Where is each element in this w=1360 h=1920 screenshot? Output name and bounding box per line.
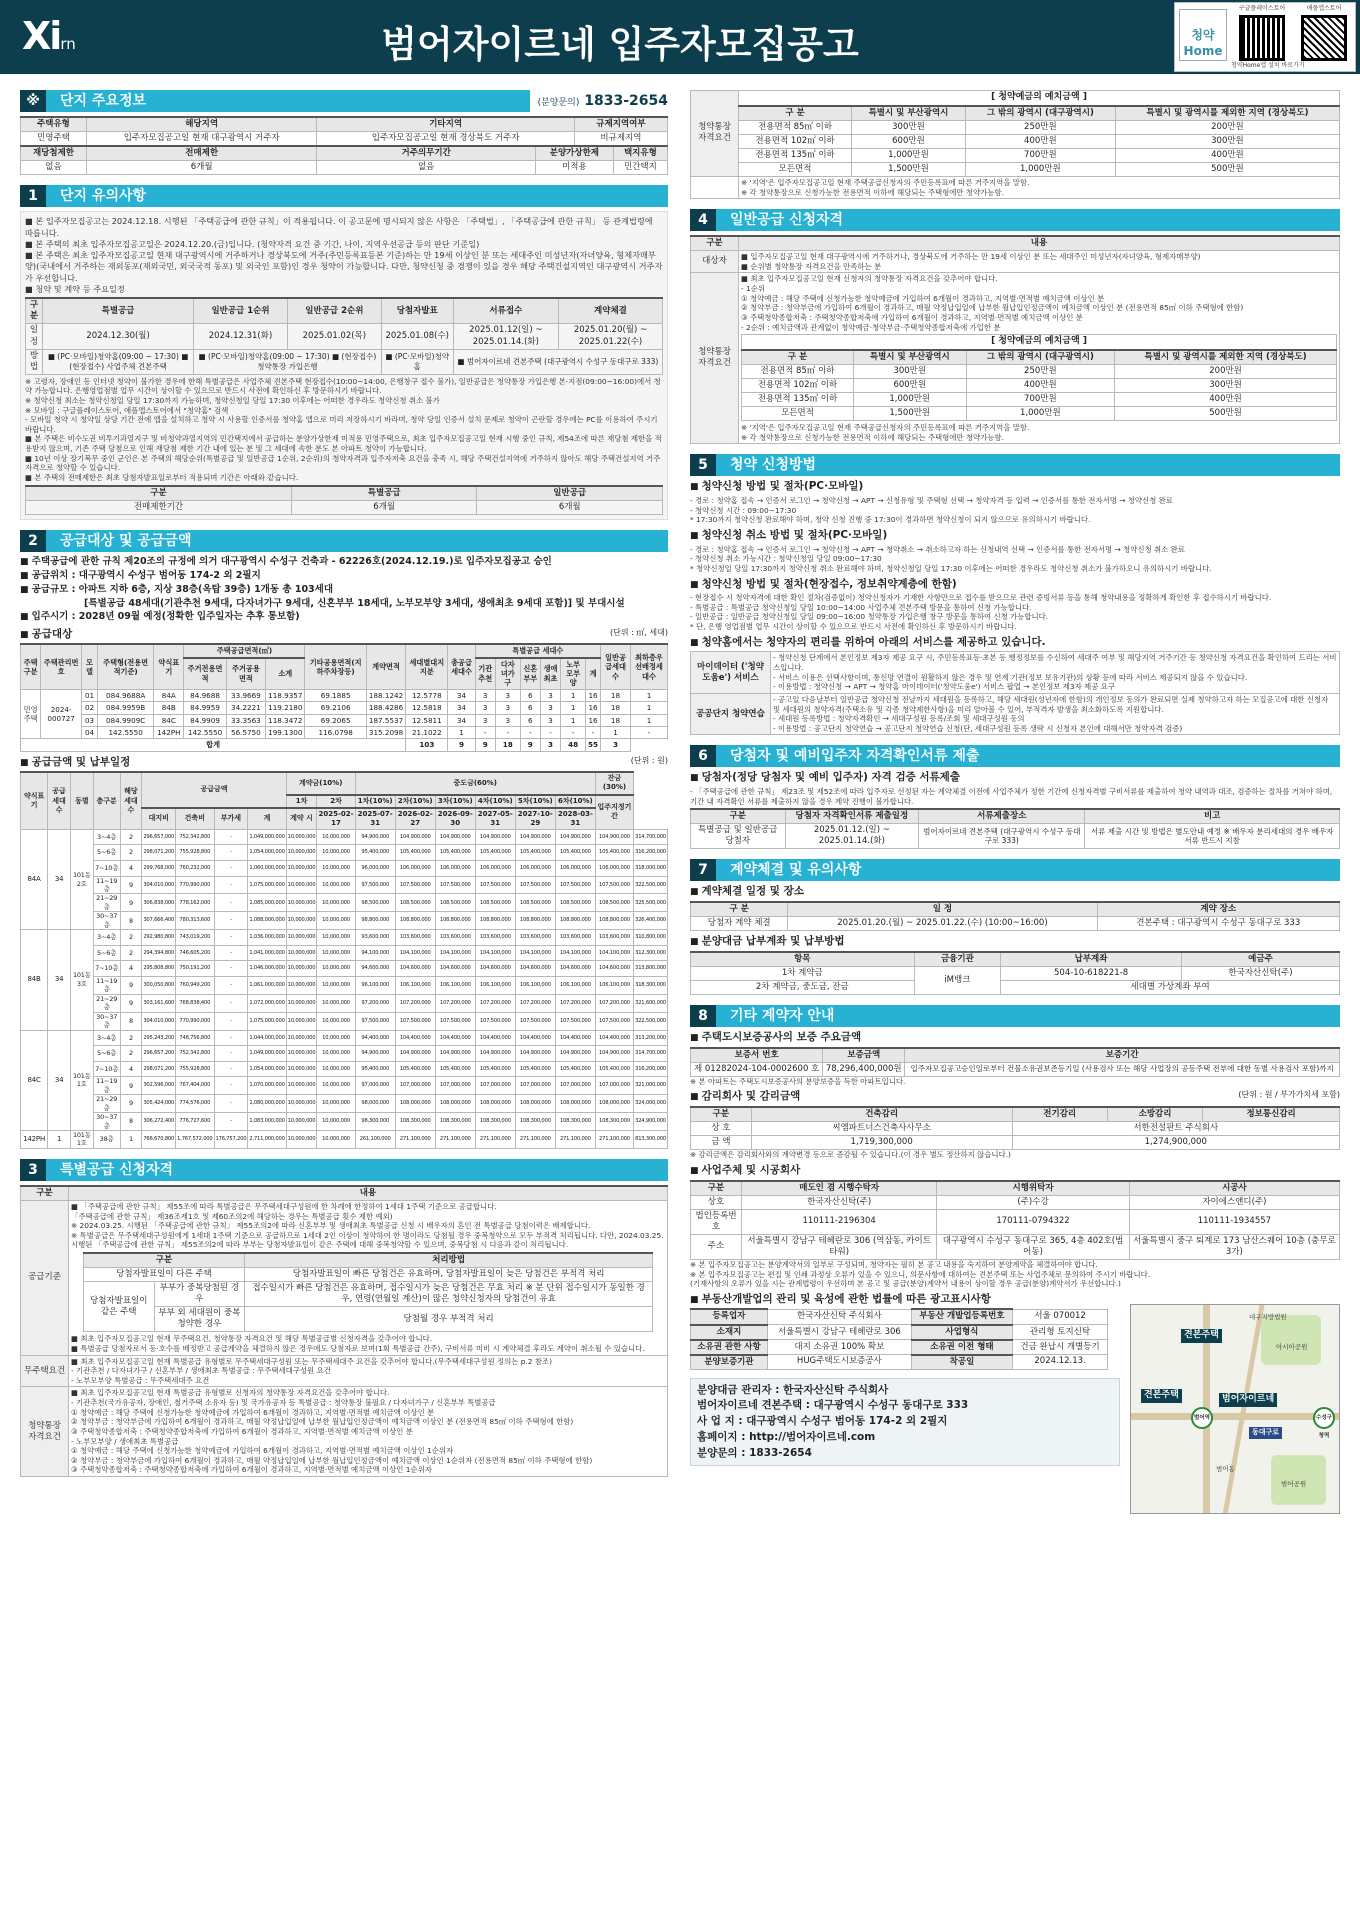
section-title: 단지 주요정보 — [60, 93, 147, 109]
section-key-info — [20, 90, 668, 175]
payment-table: 약식표기 공급세대수 동별 층구분 해당세대수 공급금액 계약금(10%) 중도금(60%) 잔금(30%) 1차 2차 1차(10%) 2차(10%) 3차(10%) 4차(10%) 5차(10%) 6차(10%) 입주지정기간 대지비 건축비 부가세 계 계약 시 2025-02-17 2025-07-31 2026-02-27 2026-09-30 2027-05-31 2027-10-29 2028-03-31 84A 34 101동 2호 3~4층 2 296,657,000 752,342,800 - 1,049,000,000 10,000,000 10,000,000 94,900,000 104,900,000 104,900,000 104,900,000 104,900,000 104,900,000 104,900,000 314,700,000 5~6층 2 298,071,200 755,928,800 - 1,054,000,000 10,000,000 10,000,000 95,400,000 105,400,000 105,400,000 105,400,000 105,400,000 105,400,000 105,400,000 316,200,000 7~10층 4 299,768,000 760,232,000 - 1,060,000,000 10,000,000 10,000,000 96,000,000 106,000,000 106,000,000 106,000,000 106,000,000 106,000,000 106,000,000 318,000,000 11~19층 9 304,010,000 770,990,000 - 1,075,000,000 10,000,000 10,000,000 97,500,000 107,500,000 107,500,000 107,500,000 107,500,000 107,500,000 107,500,000 322,500,000 21~29층 9 306,838,000 778,162,000 - 1,085,000,000 10,000,000 10,000,000 98,500,000 108,500,000 108,500,000 108,500,000 108,500,000 108,500,000 108,500,000 325,500,000 30~37층 8 307,666,400 780,313,600 - 1,088,000,000 10,000,000 10,000,000 98,800,000 108,800,000 108,800,000 108,800,000 108,800,000 108,800,000 108,800,000 326,400,000 84B 34 101동 3호 3~4층 2 292,980,800 743,019,200 - 1,036,000,000 10,000,000 10,000,000 93,600,000 103,600,000 103,600,000 103,600,000 103,600,000 103,600,000 103,600,000 310,800,000 5~6층 2 294,394,800 746,605,200 - 1,041,000,000 10,000,000 10,000,000 94,100,000 104,100,000 104,100,000 104,100,000 104,100,000 104,100,000 104,100,000 312,300,000 7~10층 4 295,808,800 750,191,200 - 1,046,000,000 10,000,000 10,000,000 94,600,000 104,600,000 104,600,000 104,600,000 104,600,000 104,600,000 104,600,000 313,800,000 11~19층 9 300,050,800 760,949,200 - 1,061,000,000 10,000,000 10,000,000 96,100,000 106,100,000 106,100,000 106,100,000 106,100,000 106,100,000 106,100,000 318,300,000 21~29층 9 303,161,600 768,838,400 - 1,072,000,000 10,000,000 10,000,000 97,200,000 107,200,000 107,200,000 107,200,000 107,200,000 107,200,000 107,200,000 321,600,000 30~37층 8 304,010,000 770,990,000 - 1,075,000,000 10,000,000 10,000,000 97,500,000 107,500,000 107,500,000 107,500,000 107,500,000 107,500,000 107,500,000 322,500,000 84C 34 101동 1호 3~4층 2 295,243,200 748,756,800 - 1,044,000,000 10,000,000 10,000,000 94,400,000 104,400,000 104,400,000 104,400,000 104,400,000 104,400,000 104,400,000 313,200,000 5~6층 2 296,657,200 752,342,800 - 1,049,000,000 10,000,000 10,000,000 94,900,000 104,900,000 104,900,000 104,900,000 104,900,000 104,900,000 104,900,000 314,700,000 7~10층 4 298,071,200 755,928,800 - 1,054,000,000 10,000,000 10,000,000 95,400,000 105,400,000 105,400,000 105,400,000 105,400,000 105,400,000 105,400,000 316,200,000 11~19층 9 302,596,000 767,404,000 - 1,070,000,000 10,000,000 10,000,000 97,000,000 107,000,000 107,000,000 107,000,000 107,000,000 107,000,000 107,000,000 321,000,000 21~29층 9 305,424,000 774,576,000 - 1,080,000,000 10,000,000 10,000,000 98,000,000 108,000,000 108,000,000 108,000,000 108,000,000 108,000,000 108,000,000 324,000,000 30~37층 8 306,272,400 776,727,600 - 1,083,000,000 10,000,000 10,000,000 98,300,000 108,300,000 108,300,000 108,300,000 108,300,000 108,300,000 108,300,000 324,900,000 142PH 1 101동 1호 38층 1 766,670,800 1,767,572,000 176,757,200 2,711,000,000 10,000,000 10,000,000 261,100,000 271,100,000 271,100,000 271,100,000 271,100,000 271,100,000 271,100,000 813,300,000 — [20, 771, 668, 1149]
company-table: 구분 매도인 겸 시행수탁자 시행위탁자 시공사 상호 한국자산신탁(주) (주)수강 자이에스앤디(주) 법인등록번호 110111-2196304 170111-0794322 110111-1934557 주소 서울특별시 강남구 테헤란로 306 (역삼동, 카이트타워) 대구광역시 수성구 동대구로 365, 4층 402호(범어동) 서울특별시 중구 퇴계로 173 남산스퀘어 10층 (충무로3가) — [690, 1180, 1340, 1260]
table-row: 02 084.9959B 84B 84.9959 34.2221 119.2180 69.2106 188.4286 12.5818 34 3 3 6 3 1 16 18 1 — [21, 702, 668, 714]
table-row: 7~10층 4 298,071,200 755,928,800 - 1,054,000,000 10,000,000 10,000,000 95,400,000 105,400,000 105,400,000 105,400,000 105,400,000 105,400,000 105,400,000 316,200,000 — [21, 1061, 668, 1077]
notice-text: - 모바일 청약 시 청약일 상당 기간 전에 앱을 설치하고 청약 시 사용할 인증서를 청약홈 앱으로 미리 저장하시기 바라며, 청약 당일 인증서 설치 문제로 청약이 곤란할 경우에는 PC를 이용하여 주시기 바랍니다. — [25, 415, 658, 434]
table-row: 21~29층 9 305,424,000 774,576,000 - 1,080,000,000 10,000,000 10,000,000 98,000,000 108,000,000 108,000,000 108,000,000 108,000,000 108,000,000 108,000,000 324,000,000 — [21, 1095, 668, 1113]
section-title: 당첨자 및 예비입주자 자격확인서류 제출 — [730, 748, 980, 765]
map-model-house-label: 견본주택 — [1141, 1389, 1182, 1403]
info-line: ■ 공급규모 : 아파트 지하 6층, 지상 38층(옥탑 39층) 1개동 총 103세대 — [20, 584, 668, 597]
contact-line: 범어자이르네 견본주택 : 대구광역시 수성구 동대구로 333 — [697, 1399, 969, 1412]
section-title: 단지 유의사항 — [60, 188, 147, 205]
qr-code-icon[interactable] — [1239, 15, 1285, 61]
deposit-table-special: 청약통장 자격요건 [ 청약예금의 예치금액 ] 구 분 특별시 및 부산광역시 그 밖의 광역시 (대구광역시) 특별시 및 광역시를 제외한 지역 (경상북도) 전용면적 85㎡ 이하 300만원 250만원 200만원 전용면적 102㎡ 이하 600만원 400만원 300만원 전용면적 135㎡ 이하 1,000만원 700만원 400만원 모든면적 1,500만원 1,000만원 500만원 ※ '지역'은 입주자모집공고일 현재 주택공급신청자의 주민등록표에 따른 거주지역을 말함. ※ 각 청약통장으로 신청가능한 전용면적 이하에 해당되는 주택형에만 청약가능함. — [690, 90, 1340, 199]
homepage-link[interactable]: 홈페이지 : http://범어자이르네.com — [697, 1430, 876, 1443]
table-row: 11~19층 9 304,010,000 770,990,000 - 1,075,000,000 10,000,000 10,000,000 97,500,000 107,500,000 107,500,000 107,500,000 107,500,000 107,500,000 107,500,000 322,500,000 — [21, 876, 668, 894]
service-table: 마이데이터 ('청약도움e') 서비스 - 청약신청 단계에서 본인정보 제3자 제공 요구 시, 주민등록표등·초본 등 행정정보를 수신하여 세대주 여부 및 해당지역 거주기간 등 청약신청 자격요건을 확인하여 드리는 서비스입니다. - 서비스 이용은 선택사항이며, 통신망 연결이 원활하지 않은 경우 및 연계 기관(정보 보유기관)의 상황 등에 따라 서비스 제공되지 않을 수 있습니다. - 이용방법 : 청약신청 → APT → 청약홈 마이데이터('청약도움e') 서비스 팝업 → 본인정보 제3자 제공 요구 공공단지 청약연습 - 공고일 다음날부터 일반공급 청약신청 전날까지 세대원을 등록하고, 해당 세대원(성년자에 한함)의 개인정보 동의가 완료되면 실제 청약하고자 하는 모집공고에 대한 신청자 및 세대원의 청약자격(주택소유 및 각종 청약제한사항)을 미리 알아볼 수 있어, 부적격자 발생을 최소화하도록 지원합니다. - 세대원 등록방법 : 청약자격확인 → 세대구성원 등록/조회 및 세대구성원 동의 - 이용방법 : 공고단지 청약연습 → 공고단지 청약연습 신청(단, 세대구성원 등록 생략 시 신청자 본인에 대해서만 청약자격 검증) — [690, 651, 1340, 735]
qr-note: 청약Home앱 설치 바로가기 — [1231, 62, 1305, 70]
section-document-submission: 6 당첨자 및 예비입주자 자격확인서류 제출 ■ 당첨자(정당 당첨자 및 예비 입주자) 자격 검증 서류제출 - 「주택공급에 관한 규칙」 제23조 및 제52조에 따라 입주자로 선정된 자는 계약체결 이전에 사업주체가 정한 기간에 신청자격별 구비서류를 제출하여 청약 내역과 대조, 검증하는 절차를 거쳐야 하며, 기간 내 자격확인 서류를 제출하지 않을 경우 계약 진행이 불가합니다. 구분 당첨자 자격확인서류 제출일정 서류제출장소 비고 특별공급 및 일반공급 당첨자 2025.01.12.(일) ~ 2025.01.14.(화) 범어자이르네 견본주택 (대구광역시 수성구 동대구로 333) 서류 제출 시간 및 방법은 별도안내 예정 ※ 배우자 분리세대의 경우 배우자 서류 반드시 지참 — [690, 745, 1340, 849]
table-row: 7~10층 4 295,808,800 750,191,200 - 1,046,000,000 10,000,000 10,000,000 94,600,000 104,600,000 104,600,000 104,600,000 104,600,000 104,600,000 104,600,000 313,800,000 — [21, 961, 668, 977]
table-row: 5~6층 2 296,657,200 752,342,800 - 1,049,000,000 10,000,000 10,000,000 94,900,000 104,900,000 104,900,000 104,900,000 104,900,000 104,900,000 104,900,000 314,700,000 — [21, 1046, 668, 1062]
notice-text: ■ 10년 이상 장기복무 중인 군인은 본 주택의 해당순위(특별공급 및 일반공급 1순위, 2순위)의 청약자격과 입주자저축 요건을 충족 시, 해당 주택건설지역에 거주하지 않아도 해당 주택건설지역 거주자격으로 청약할 수 있습니다. — [25, 453, 661, 473]
notice-text: ■ 본 주택의 최초 입주자모집공고일은 2024.12.20.(금)입니다. (청약자격 요건 중 기간, 나이, 지역우선공급 등의 판단 기준일) — [25, 238, 480, 249]
map-site-label: 범어자이르네 — [1219, 1393, 1277, 1407]
section-title: 일반공급 신청자격 — [730, 212, 844, 229]
table-row: 142PH 1 101동 1호 38층 1 766,670,800 1,767,572,000 176,757,200 2,711,000,000 10,000,000 10,000,000 261,100,000 271,100,000 271,100,000 271,100,000 271,100,000 271,100,000 271,100,000 813,300,000 — [21, 1131, 668, 1149]
general-supply-table: 구분 내용 대상자 ■ 입주자모집공고일 현재 대구광역시에 거주하거나, 경상북도에 거주하는 만 19세 이상인 분 또는 세대주인 미성년자(자녀양육, 형제자매부양) ■ 순위별 청약통장 자격요건을 만족하는 분 청약통장 자격요건 ■ 최초 입주자모집공고일 현재 신청자의 청약통장 자격요건을 갖추어야 합니다. - 1순위 ① 청약예금 : 해당 주택에 신청가능한 청약예금에 가입하여 6개월이 경과하고, 지역별·면적별 예치금액 이상인 분 ② 청약부금 : 청약부금에 가입하여 6개월이 경과하고, 매월 약정납입일에 납부한 월납입인정금액이 예치금액 이상인 분 (전용면적 85㎡ 이하 주택형에 한함) ③ 주택청약종합저축 : 주택청약종합저축에 가입하여 6개월이 경과하고, 지역별·면적별 예치금액 이상인 분 - 2순위 : 예치금액과 관계없이 청약예금·청약부금·주택청약종합저축에 가입한 분 [ 청약예금의 예치금액 ] 구 분 특별시 및 부산광역시 그 밖의 광역시 (대구광역시) 특별시 및 광역시를 제외한 지역 (경상북도) 전용면적 85㎡ 이하 300만원 250만원 200만원 전용면적 102㎡ 이하 600만원 400만원 300만원 전용면적 135㎡ 이하 1,000만원 700만원 400만원 모든면적 1,500만원 1,000만원 500만원 ※ '지역'은 입주자모집공고일 현재 주택공급신청자의 주민등록표에 따른 거주지역을 말함. ※ 각 청약통장으로 신청가능한 전용면적 이하에 해당되는 주택형에만 청약가능함. — [690, 235, 1340, 444]
contract-schedule-table: 구 분 일 정 계약 장소 당첨자 계약 체결 2025.01.20.(월) ~ 2025.01.22.(수) (10:00~16:00) 견본주택 : 대구광역시 수성구 동대구로 333 — [690, 901, 1340, 931]
section-number: ※ — [20, 90, 46, 112]
notice-text: ■ 본 입주자모집공고는 2024.12.18. 시행된 「주택공급에 관한 규칙」이 적용됩니다. 이 공고문에 명시되지 않은 사항은 「주택법」, 「주택공급에 관한 규칙」 등 관계법령에 따릅니다. — [25, 216, 653, 238]
page-title: 범어자이르네 입주자모집공고 — [381, 23, 859, 66]
section-general-supply: 4 일반공급 신청자격 구분 내용 대상자 ■ 입주자모집공고일 현재 대구광역시에 거주하거나, 경상북도에 거주하는 만 19세 이상인 분 또는 세대주인 미성년자(자녀양육, 형제자매부양) ■ 순위별 청약통장 자격요건을 만족하는 분 청약통장 자격요건 ■ 최초 입주자모집공고일 현재 신청자의 청약통장 자격요건을 갖추어야 합니다. - 1순위 ① 청약예금 : 해당 주택에 신청가능한 청약예금에 가입하여 6개월이 경과하고, 지역별·면적별 예치금액 이상인 분 ② 청약부금 : 청약부금에 가입하여 6개월이 경과하고, 매월 약정납입일에 납부한 월납입인정금액이 예치금액 이상인 분 (전용면적 85㎡ 이하 주택형에 한함) ③ 주택청약종합저축 : 주택청약종합저축에 가입하여 6개월이 경과하고, 지역별·면적별 예치금액 이상인 분 - 2순위 : 예치금액과 관계없이 청약예금·청약부금·주택청약종합저축에 가입한 분 [ 청약예금의 예치금액 ] 구 분 특별시 및 부산광역시 그 밖의 광역시 (대구광역시) 특별시 및 광역시를 제외한 지역 (경상북도) 전용면적 85㎡ 이하 300만원 250만원 200만원 전용면적 102㎡ 이하 600만원 400만원 300만원 전용면적 135㎡ 이하 1,000만원 700만원 400만원 모든면적 1,500만원 1,000만원 500만원 ※ '지역'은 입주자모집공고일 현재 주택공급신청자의 주민등록표에 따른 거주지역을 말함. ※ 각 청약통장으로 신청가능한 전용면적 이하에 해당되는 주택형에만 청약가능함. — [690, 209, 1340, 444]
location-map[interactable]: 견본주택 견본주택 범어자이르네 범어역 수성구청역 동대구로 대구지방법원 아시아공원 범어공원 범어동 — [1130, 1304, 1340, 1514]
info-line: [특별공급 48세대(기관추천 9세대, 다자녀가구 9세대, 신혼부부 18세대, 노부모부양 3세대, 생애최초 9세대 포함)] 및 부대시설 — [84, 597, 625, 609]
section-title: 특별공급 신청자격 — [60, 1161, 174, 1178]
brand-logo: Xirn — [22, 14, 76, 58]
table-row: 84A 34 101동 2호 3~4층 2 296,657,000 752,342,800 - 1,049,000,000 10,000,000 10,000,000 94,900,000 104,900,000 104,900,000 104,900,000 104,900,000 104,900,000 104,900,000 314,700,000 — [21, 829, 668, 845]
map-station-icon: 범어역 — [1191, 1407, 1213, 1429]
section-title: 청약 신청방법 — [730, 457, 817, 474]
payment-account-table: 항목 금융기관 납부계좌 예금주 1차 계약금 iM뱅크 504-10-618221-8 한국자산신탁(주) 2차 계약금, 중도금, 잔금 세대별 가상계좌 부여 — [690, 951, 1340, 995]
section-special-supply: 3 특별공급 신청자격 구분 내용 공급기준 ■ 「주택공급에 관한 규칙」 제55조에 따라 특별공급은 무주택세대구성원에 한 차례에 한정하여 1세대 1주택 기준으로 공급합니다. 「주택공급에 관한 규칙」 제36조제1호 및 제60조의2에 해당하는 경우는 특별공급 횟수 제한 예외) ※ 2024.03.25. 시행된 「주택공급에 관한 규칙」 제55조의2에 따라 신혼부부 및 생애최초 특별공급 신청 시 배우자의 혼인 전 특별공급 당첨이력은 배제합니다. ※ 특별공급은 무주택세대구성원에게 1세대 1주택 기준으로 공급하므로 1세대 2인 이상이 청약하여 한 명이라도 당첨될 경우 중복청약으로 모두 부적격 처리됩니다. 다만, 2024.03.25. 시행된 「주택공급에 관한 규칙」 제55조의2에 따라 부부는 당첨자발표일이 같은 주택에 대해 중복청약할 수 있으며, 중복당첨 시 다음과 같이 처리됩니다. 구분 처리방법 당첨자발표일이 다른 주택 당첨자발표일이 빠른 당첨건은 유효하며, 당첨자발표일이 늦은 당첨건은 부적격 처리 당첨자발표일이 같은 주택 부부가 중복당첨된 경우 접수일시가 빠른 당첨건은 유효하며, 접수일시가 늦은 당첨건은 무효 처리 ※ 분 단위 접수일시가 동일한 경우, 연령(연월일 계산)이 많은 청약신청자의 당첨건이 유효 부부 외 세대원이 중복청약한 경우 당첨월 경우 부적격 처리 ■ 최초 입주자모집공고일 현재 무주택요건, 청약통장 자격요건 및 해당 특별공급별 신청자격을 갖추어야 합니다. ■ 특별공급 당첨자로서 동·호수를 배정받고 공급계약을 체결하지 않은 경우에도 당첨자로 보며(1회 특별공급 간주), 구비서류 미비 시 계약체결 후라도 계약이 취소될 수 있습니다. 무주택요건 ■ 최초 입주자모집공고일 현재 특별공급 유형별로 무주택세대구성원 또는 무주택세대주 요건을 갖추어야 합니다.(무주택세대구성원 정의는 p.2 참조) - 기관추천 / 다자녀가구 / 신혼부부 / 생애최초 특별공급 : 무주택세대구성원 요건 - 노부모부양 특별공급 : 무주택세대주 요건 청약통장 자격요건 ■ 최초 입주자모집공고일 현재 특별공급 유형별로 신청자의 청약통장 자격요건을 갖추어야 합니다. - 기관추천(국가유공자, 장애인, 철거주택 소유자 등) 및 국가유공자 등 특별공급 : 청약통장 불필요 / 다자녀가구 / 신혼부부 특별공급 ① 청약예금 : 해당 주택에 신청가능한 청약예금에 가입하여 6개월이 경과하고, 지역별·면적별 예치금액 이상인 분 ② 청약부금 : 청약부금에 가입하여 6개월이 경과하고, 매월 약정납입일에 납부한 월납입인정금액이 예치금액 이상인 분 (전용면적 85㎡ 이하 주택형에 한함) ③ 주택청약종합저축 : 주택청약종합저축에 가입하여 6개월이 경과하고, 지역별·면적별 예치금액 이상인 분 - 노부모부양 / 생애최초 특별공급 ① 청약예금 : 해당 주택에 신청가능한 청약예금에 가입하여 6개월이 경과하고, 지역별·면적별 예치금액 이상인 1순위자 ② 청약부금 : 청약부금에 가입하여 6개월이 경과하고, 매월 약정납입일에 납부한 월납입인정금액이 예치금액 이상인 1순위자 (전용면적 85㎡ 이하 주택형에 한함) ③ 주택청약종합저축 : 주택청약종합저축에 가입하여 6개월이 경과하고, 지역별·면적별 예치금액 이상인 1순위자 — [20, 1159, 668, 1477]
resale-table: 구분 특별공급 일반공급 전매제한기간 6개월 6개월 — [25, 485, 663, 515]
supply-table: 주택구분 주택관리번호 모델 주택형(전용면적기준) 약식표기 주택공급면적(㎡) 기타공용면적(지하주차장등) 계약면적 세대별대지지분 총공급세대수 특별공급 세대수 일반공급세대수 최하층우선배정세대수 주거전용면적 주거공용면적 소계 기관추천 다자녀가구 신혼부부 생애최초 노부모부양 계 민영주택 2024-000727 01 084.9688A 84A 84.9688 33.9669 118.9357 69.1885 188.1242 12.5778 34 3 3 6 3 1 16 18 1 02 084.9959B 84B 84.9959 34.2221 119.2180 69.2106 188.4286 12.5818 34 3 3 6 3 1 16 18 1 03 084.9909C 84C 84.9909 33.3563 118.3472 69.2065 187.5537 12.5811 34 3 3 6 3 1 16 18 1 04 142.5550 142PH 142.5550 56.5750 199.1300 116.0798 315.2098 21.1022 1 - - - - - - 1 - 합계 103 9 9 18 9 3 48 55 3 — [20, 643, 668, 751]
table-row: 21~29층 9 303,161,600 768,838,400 - 1,072,000,000 10,000,000 10,000,000 97,200,000 107,200,000 107,200,000 107,200,000 107,200,000 107,200,000 107,200,000 321,600,000 — [21, 994, 668, 1012]
phone-box: (분양문의) 1833-2654 — [530, 90, 668, 112]
table-row: 21~29층 9 306,838,000 778,162,000 - 1,085,000,000 10,000,000 10,000,000 98,500,000 108,500,000 108,500,000 108,500,000 108,500,000 108,500,000 108,500,000 325,500,000 — [21, 894, 668, 912]
right-column — [690, 90, 1340, 1563]
notice-text: ■ 본 주택은 최초 입주자모집공고일 현재 대구광역시에 거주하거나 경상북도에 거주(주민등록표등본 기준)하는 만 19세 이상인 분 또는 세대주인 미성년자(자녀양육, 형제자매부양)(국내에서 거주하는 재외동포(재외국민, 외국국적 동포) 및 외국인 포함)인 경우 청약이 가능합니다. 다만, 청약신청 중 경쟁이 있을 경우 해당 주택건설지역인 대구광역시 거주자가 우선합니다. — [25, 250, 663, 283]
table-row: 84C 34 101동 1호 3~4층 2 295,243,200 748,756,800 - 1,044,000,000 10,000,000 10,000,000 94,400,000 104,400,000 104,400,000 104,400,000 104,400,000 104,400,000 104,400,000 313,200,000 — [21, 1030, 668, 1046]
table-row: 03 084.9909C 84C 84.9909 33.3563 118.3472 69.2065 187.5537 12.5811 34 3 3 6 3 1 16 18 1 — [21, 714, 668, 726]
section-title: 계약체결 및 유의사항 — [730, 862, 862, 879]
table-row: 04 142.5550 142PH 142.5550 56.5750 199.1300 116.0798 315.2098 21.1022 1 - - - - - - 1 - — [21, 726, 668, 738]
table-row: 84B 34 101동 3호 3~4층 2 292,980,800 743,019,200 - 1,036,000,000 10,000,000 10,000,000 93,600,000 103,600,000 103,600,000 103,600,000 103,600,000 103,600,000 103,600,000 310,800,000 — [21, 930, 668, 946]
table-row: 7~10층 4 299,768,000 760,232,000 - 1,060,000,000 10,000,000 10,000,000 96,000,000 106,000,000 106,000,000 106,000,000 106,000,000 106,000,000 106,000,000 318,000,000 — [21, 860, 668, 876]
notice-text: ■ 본 주택의 전매제한은 최초 당첨자발표일로부터 적용되며 기간은 아래와 같습니다. — [25, 472, 299, 482]
ad-table: 등록업자 한국자산신탁 주식회사 부동산 개발업등록번호 서울 070012 소재지 서울특별시 강남구 테헤란로 306 사업형식 관리형 토지신탁 소유권 관한 사항 대지 소유권 100% 확보 소유권 이전 형태 건금 완납시 개별등기 분양보증기관 HUG주택도시보증공사 착공일 2024.12.13. — [690, 1308, 1108, 1369]
table-row: 30~37층 8 307,666,400 780,313,600 - 1,088,000,000 10,000,000 10,000,000 98,800,000 108,800,000 108,800,000 108,800,000 108,800,000 108,800,000 108,800,000 326,400,000 — [21, 912, 668, 930]
table-row: 5~6층 2 294,394,800 746,605,200 - 1,041,000,000 10,000,000 10,000,000 94,100,000 104,100,000 104,100,000 104,100,000 104,100,000 104,100,000 104,100,000 312,300,000 — [21, 945, 668, 961]
key-info-table: 주택유형 해당지역 기타지역 규제지역여부 민영주택 입주자모집공고일 현재 대구광역시 거주자 입주자모집공고일 현재 경상북도 거주자 비규제지역 재당첨제한 전매제한 거주의무기간 분양가상한제 택지유형 없음 6개월 없음 미적용 민간택지 — [20, 116, 668, 175]
schedule-table: 구분 특별공급 일반공급 1순위 일반공급 2순위 당첨자발표 서류접수 계약체결 일정 2024.12.30(월) 2024.12.31(화) 2025.01.02(목) 2025.01.08(수) 2025.01.12(일) ~ 2025.01.14.(화) 2025.01.20(월) ~ 2025.01.22(수) 방법 ■ (PC·모바일)청약홈(09:00 ~ 17:30) ■ (현장접수) 사업주체 견본주택 ■ (PC·모바일)청약홈(09:00 ~ 17:30) ■ (현장접수) 청약통장 가입은행 ■ (PC·모바일)청약홈 ■ 범어자이르네 견본주택 (대구광역시 수성구 동대구로 333) — [25, 297, 663, 374]
info-line: ■ 공급위치 : 대구광역시 수성구 범어동 174-2 외 2필지 — [20, 570, 668, 583]
contact-line: 사 업 지 : 대구광역시 수성구 범어동 174-2 외 2필지 — [697, 1415, 948, 1428]
notice-text: ※ 모바일 : 구글플레이스토어, 애플앱스토어에서 "청약홈" 검색 — [25, 405, 229, 415]
contact-box — [690, 1378, 1120, 1467]
map-station-icon: 수성구청역 — [1313, 1407, 1335, 1429]
notice-text: ■ 청약 및 계약 등 주요일정 — [25, 284, 125, 295]
section-other-info: 8 기타 계약자 안내 ■ 주택도시보증공사의 보증 주요금액 보증서 번호 보증금액 보증기간 제 01282024-104-0002600 호 78,296,400,000원 입주자모집공고승인일로부터 건물소유권보존등기일 (사용검사 또는 해당 사업장의 공동주택 전부에 대한 동별 사용검사 포함)까지 ※ 본 아파트는 주택도시보증공사의 분양보증을 득한 아파트입니다. ■ 감리회사 및 감리금액 (단위 : 원 / 부가가치세 포함) 구분 건축감리 전기감리 소방감리 정보통신감리 상 호 씨엠파트너스건축사사무소 서한전설판트 주식회사 금 액 1,719,300,000 1,274,900,000 ※ 감리금액은 감리회사와의 계약변경 등으로 증감될 수 있습니다.(이 경우 별도 정산하지 않습니다.) ■ 사업주체 및 시공회사 구분 매도인 겸 시행수탁자 시행위탁자 시공사 상호 한국자산신탁(주) (주)수강 자이에스앤디(주) 법인등록번호 110111-2196304 170111-0794322 110111-1934557 주소 서울특별시 강남구 테헤란로 306 (역삼동, 카이트타워) 대구광역시 수성구 동대구로 365, 4층 402호(범어동) 서울특별시 중구 퇴계로 173 남산스퀘어 10층 (충무로3가) ※ 본 입주자모집공고는 분양계약서의 일부로 구성되며, 청약자는 필히 본 공고 내용을 숙지하여 분양계약을 체결하여야 합니다. ※ 본 입주자모집공고는 편집 및 인쇄 과정상 오류가 있을 수 있으니, 의문사항에 대하여는 견본주택 또는 사업주체로 문의하여 주시기 바랍니다. (기재사항의 오류가 있을 시는 관계법령이 우선하며 본 공고 및 공급(분양)계약서 내용이 상이할 경우 공급(분양)계약서가 우선합니다.) ■ 부동산개발업의 관리 및 육성에 관한 법률에 따른 광고표시사항 등록업자 한국자산신탁 주식회사 부동산 개발업등록번호 서울 070012 소재지 서울특별시 강남구 테헤란로 306 사업형식 관리형 토지신탁 소유권 관한 사항 대지 소유권 100% 확보 소유권 이전 형태 건금 완납시 개별등기 분양보증기관 HUG주택도시보증공사 착공일 2024.12.13. 분양대금 관리자 : 한국자산신탁 주식회사 범어자이르네 견본주택 : 대구광역시 수성구 동대구로 333 사 업 지 : 대구광역시 수성구 범어동 174-2 외 2필지 홈페이지 : http://범어자이르네.com 분양문의 : 1833-2654 견본주택 견본주택 범어자이르네 범어역 수성구청역 동대구로 대구지방법원 아시아공원 범어공원 범어동 — [690, 1005, 1340, 1553]
left-column — [20, 90, 668, 1487]
table-row: 11~19층 9 302,596,000 767,404,000 - 1,070,000,000 10,000,000 10,000,000 97,000,000 107,000,000 107,000,000 107,000,000 107,000,000 107,000,000 107,000,000 321,000,000 — [21, 1077, 668, 1095]
info-line: ■ 입주시기 : 2028년 09월 예정(정확한 입주일자는 추후 통보함) — [20, 611, 668, 624]
section-precautions: 1 단지 유의사항 ■ 본 입주자모집공고는 2024.12.18. 시행된 「주택공급에 관한 규칙」이 적용됩니다. 이 공고문에 명시되지 않은 사항은 「주택법」, 「주택공급에 관한 규칙」 등 관계법령에 따릅니다. ■ 본 주택의 최초 입주자모집공고일은 2024.12.20.(금)입니다. (청약자격 요건 중 기간, 나이, 지역우선공급 등의 판단 기준일) ■ 본 주택은 최초 입주자모집공고일 현재 대구광역시에 거주하거나 경상북도에 거주(주민등록표등본 기준)하는 만 19세 이상인 분 또는 세대주인 미성년자(자녀양육, 형제자매부양)(국내에서 거주하는 재외동포(재외국민, 외국국적 동포) 및 외국인 포함)인 경우 청약이 가능합니다. 다만, 청약신청 중 경쟁이 있을 경우 해당 주택건설지역인 대구광역시 거주자가 우선합니다. ■ 청약 및 계약 등 주요일정 구분 특별공급 일반공급 1순위 일반공급 2순위 당첨자발표 서류접수 계약체결 일정 2024.12.30(월) 2024.12.31(화) 2025.01.02(목) 2025.01.08(수) 2025.01.12(일) ~ 2025.01.14.(화) 2025.01.20(월) ~ 2025.01.22(수) 방법 ■ (PC·모바일)청약홈(09:00 ~ 17:30) ■ (현장접수) 사업주체 견본주택 ■ (PC·모바일)청약홈(09:00 ~ 17:30) ■ (현장접수) 청약통장 가입은행 ■ (PC·모바일)청약홈 ■ 범어자이르네 견본주택 (대구광역시 수성구 동대구로 333) ※ 고령자, 장애인 등 인터넷 청약이 불가한 경우에 한해 특별공급은 사업주체 견본주택 현장접수(10:00~14:00, 은행창구 접수 불가), 일반공급은 청약통장 가입은행 본·지점(09:00~16:00)에서 청약 가능합니다. 은행영업점별 업무 시간이 상이할 수 있으므로 반드시 사전에 확인하신 후 방문하시기 바랍니다. ※ 청약신청 최소는 청약신청일 당일 17:30까지 가능하며, 청약신청일 당일 17:30 이후에는 어떠한 경우라도 청약신청 취소 불가 ※ 모바일 : 구글플레이스토어, 애플앱스토어에서 "청약홈" 검색 - 모바일 청약 시 청약일 상당 기간 전에 앱을 설치하고 청약 시 사용할 인증서를 청약홈 앱으로 미리 저장하시기 바라며, 청약 당일 인증서 설치 문제로 청약이 곤란할 경우에는 PC를 이용하여 주시기 바랍니다. ■ 본 주택은 비수도권 비투기과열지구 및 비청약과열지역의 민간택지에서 공급하는 분양가상한제 미적용 민영주택으로, 최초 입주자모집공고일 현재 시행 중인 규칙, 제54조에 따른 재당첨 제한을 적용받지 않으며, 기존 주택 당첨으로 인해 재당첨 제한 기간 내에 있는 분 및 그 세대에 속한 분도 본 아파트 청약이 가능합니다. ■ 10년 이상 장기복무 중인 군인은 본 주택의 해당순위(특별공급 및 일반공급 1순위, 2순위)의 청약자격과 입주자저축 요건을 충족 시, 해당 주택건설지역에 거주하지 않아도 해당 주택건설지역 거주자격으로 청약할 수 있습니다. ■ 본 주택의 전매제한은 최초 당첨자발표일로부터 적용되며 기간은 아래와 같습니다. 구분 특별공급 일반공급 전매제한기간 6개월 6개월 — [20, 185, 668, 519]
contact-line: 분양대금 관리자 : 한국자산신탁 주식회사 — [697, 1383, 889, 1396]
section-supply: 2 공급대상 및 공급금액 ■ 주택공급에 관한 규칙 제20조의 규정에 의거 대구광역시 수성구 건축과 - 62226호(2024.12.19.)로 입주자모집공고 승인 ■ 공급위치 : 대구광역시 수성구 범어동 174-2 외 2필지 ■ 공급규모 : 아파트 지하 6층, 지상 38층(옥탑 39층) 1개동 총 103세대 [특별공급 48세대(기관추천 9세대, 다자녀가구 9세대, 신혼부부 18세대, 노부모부양 3세대, 생애최초 9세대 포함)] 및 부대시설 ■ 입주시기 : 2028년 09월 예정(정확한 입주일자는 추후 통보함) ■ 공급대상 (단위 : ㎡, 세대) 주택구분 주택관리번호 모델 주택형(전용면적기준) 약식표기 주택공급면적(㎡) 기타공용면적(지하주차장등) 계약면적 세대별대지지분 총공급세대수 특별공급 세대수 일반공급세대수 최하층우선배정세대수 주거전용면적 주거공용면적 소계 기관추천 다자녀가구 신혼부부 생애최초 노부모부양 계 민영주택 2024-000727 01 084.9688A 84A 84.9688 33.9669 118.9357 69.1885 188.1242 12.5778 34 3 3 6 3 1 16 18 1 02 084.9959B 84B 84.9959 34.2221 119.2180 69.2106 188.4286 12.5818 34 3 3 6 3 1 16 18 1 03 084.9909C 84C 84.9909 33.3563 118.3472 69.2065 187.5537 12.5811 34 3 3 6 3 1 16 18 1 04 142.5550 142PH 142.5550 56.5750 199.1300 116.0798 315.2098 21.1022 1 - - - - - - 1 - 합계 103 9 9 18 9 3 48 55 3 ■ 공급금액 및 납부일정 (단위 : 원) 약식표기 공급세대수 동별 층구분 해당세대수 공급금액 계약금(10%) 중도금(60%) 잔금(30%) 1차 2차 1차(10%) 2차(10%) 3차(10%) 4차(10%) 5차(10%) 6차(10%) 입주지정기간 대지비 건축비 부가세 계 계약 시 2025-02-17 2025-07-31 2026-02-27 2026-09-30 2027-05-31 2027-10-29 2028-03-31 84A 34 101동 2호 3~4층 2 296,657,000 752,342,800 - 1,049,000,000 10,000,000 10,000,000 94,900,000 104,900,000 104,900,000 104,900,000 104,900,000 104,900,000 104,900,000 314,700,000 5~6층 2 298,071,200 755,928,800 - 1,054,000,000 10,000,000 10,000,000 95,400,000 105,400,000 105,400,000 105,400,000 105,400,000 105,400,000 105,400,000 316,200,000 7~10층 4 299,768,000 760,232,000 - 1,060,000,000 10,000,000 10,000,000 96,000,000 106,000,000 106,000,000 106,000,000 106,000,000 106,000,000 106,000,000 318,000,000 11~19층 9 304,010,000 770,990,000 - 1,075,000,000 10,000,000 10,000,000 97,500,000 107,500,000 107,500,000 107,500,000 107,500,000 107,500,000 107,500,000 322,500,000 21~29층 9 306,838,000 778,162,000 - 1,085,000,000 10,000,000 10,000,000 98,500,000 108,500,000 108,500,000 108,500,000 108,500,000 108,500,000 108,500,000 325,500,000 30~37층 8 307,666,400 780,313,600 - 1,088,000,000 10,000,000 10,000,000 98,800,000 108,800,000 108,800,000 108,800,000 108,800,000 108,800,000 108,800,000 326,400,000 84B 34 101동 3호 3~4층 2 292,980,800 743,019,200 - 1,036,000,000 10,000,000 10,000,000 93,600,000 103,600,000 103,600,000 103,600,000 103,600,000 103,600,000 103,600,000 310,800,000 5~6층 2 294,394,800 746,605,200 - 1,041,000,000 10,000,000 10,000,000 94,100,000 104,100,000 104,100,000 104,100,000 104,100,000 104,100,000 104,100,000 312,300,000 7~10층 4 295,808,800 750,191,200 - 1,046,000,000 10,000,000 10,000,000 94,600,000 104,600,000 104,600,000 104,600,000 104,600,000 104,600,000 104,600,000 313,800,000 11~19층 9 300,050,800 760,949,200 - 1,061,000,000 10,000,000 10,000,000 96,100,000 106,100,000 106,100,000 106,100,000 106,100,000 106,100,000 106,100,000 318,300,000 21~29층 9 303,161,600 768,838,400 - 1,072,000,000 10,000,000 10,000,000 97,200,000 107,200,000 107,200,000 107,200,000 107,200,000 107,200,000 107,200,000 321,600,000 30~37층 8 304,010,000 770,990,000 - 1,075,000,000 10,000,000 10,000,000 97,500,000 107,500,000 107,500,000 107,500,000 107,500,000 107,500,000 107,500,000 322,500,000 84C 34 101동 1호 3~4층 2 295,243,200 748,756,800 - 1,044,000,000 10,000,000 10,000,000 94,400,000 104,400,000 104,400,000 104,400,000 104,400,000 104,400,000 104,400,000 313,200,000 5~6층 2 296,657,200 752,342,800 - 1,049,000,000 10,000,000 10,000,000 94,900,000 104,900,000 104,900,000 104,900,000 104,900,000 104,900,000 104,900,000 314,700,000 7~10층 4 298,071,200 755,928,800 - 1,054,000,000 10,000,000 10,000,000 95,400,000 105,400,000 105,400,000 105,400,000 105,400,000 105,400,000 105,400,000 316,200,000 11~19층 9 302,596,000 767,404,000 - 1,070,000,000 10,000,000 10,000,000 97,000,000 107,000,000 107,000,000 107,000,000 107,000,000 107,000,000 107,000,000 321,000,000 21~29층 9 305,424,000 774,576,000 - 1,080,000,000 10,000,000 10,000,000 98,000,000 108,000,000 108,000,000 108,000,000 108,000,000 108,000,000 108,000,000 324,000,000 30~37층 8 306,272,400 776,727,600 - 1,083,000,000 10,000,000 10,000,000 98,300,000 108,300,000 108,300,000 108,300,000 108,300,000 108,300,000 108,300,000 324,900,000 142PH 1 101동 1호 38층 1 766,670,800 1,767,572,000 176,757,200 2,711,000,000 10,000,000 10,000,000 261,100,000 271,100,000 271,100,000 271,100,000 271,100,000 271,100,000 271,100,000 813,300,000 — [20, 530, 668, 1149]
notice-text: ■ 본 주택은 비수도권 비투기과열지구 및 비청약과열지역의 민간택지에서 공급하는 분양가상한제 미적용 민영주택으로, 최초 입주자모집공고일 현재 시행 중인 규칙, 제54조에 따른 재당첨 제한을 적용받지 않으며, 기존 주택 당첨으로 인해 재당첨 제한 기간 내에 있는 분 및 그 세대에 속한 분도 본 아파트 청약이 가능합니다. — [25, 434, 662, 454]
table-row: 30~37층 8 304,010,000 770,990,000 - 1,075,000,000 10,000,000 10,000,000 97,500,000 107,500,000 107,500,000 107,500,000 107,500,000 107,500,000 107,500,000 322,500,000 — [21, 1012, 668, 1030]
contact-line: 분양문의 : 1833-2654 — [697, 1446, 812, 1459]
notice-text: ※ 청약신청 최소는 청약신청일 당일 17:30까지 가능하며, 청약신청일 당일 17:30 이후에는 어떠한 경우라도 청약신청 취소 불가 — [25, 395, 440, 405]
section-contract: 7 계약체결 및 유의사항 ■ 계약체결 일정 및 장소 구 분 일 정 계약 장소 당첨자 계약 체결 2025.01.20.(월) ~ 2025.01.22.(수) (10:00~16:00) 견본주택 : 대구광역시 수성구 동대구로 333 ■ 분양대금 납부계좌 및 납부방법 항목 금융기관 납부계좌 예금주 1차 계약금 iM뱅크 504-10-618221-8 한국자산신탁(주) 2차 계약금, 중도금, 잔금 세대별 가상계좌 부여 — [690, 859, 1340, 995]
app-download-box[interactable] — [1174, 2, 1356, 72]
table-row: 11~19층 9 300,050,800 760,949,200 - 1,061,000,000 10,000,000 10,000,000 96,100,000 106,100,000 106,100,000 106,100,000 106,100,000 106,100,000 106,100,000 318,300,000 — [21, 976, 668, 994]
info-line: ■ 주택공급에 관한 규칙 제20조의 규정에 의거 대구광역시 수성구 건축과 - 62226호(2024.12.19.)로 입주자모집공고 승인 — [20, 556, 668, 569]
qr-label: 구글플레이스토어 — [1238, 5, 1286, 12]
qr-label: 애플앱스토어 — [1306, 5, 1342, 12]
header — [0, 0, 1360, 74]
table-row: 30~37층 8 306,272,400 776,727,600 - 1,083,000,000 10,000,000 10,000,000 98,300,000 108,300,000 108,300,000 108,300,000 108,300,000 108,300,000 108,300,000 324,900,000 — [21, 1113, 668, 1131]
map-model-house-label: 견본주택 — [1181, 1329, 1222, 1343]
notice-text: ※ 고령자, 장애인 등 인터넷 청약이 불가한 경우에 한해 특별공급은 사업주체 견본주택 현장접수(10:00~14:00, 은행창구 접수 불가), 일반공급은 청약통장 가입은행 본·지점(09:00~16:00)에서 청약 가능합니다. 은행영업점별 업무 시간이 상이할 수 있으므로 반드시 사전에 확인하신 후 방문하시기 바랍니다. — [25, 376, 661, 396]
section-title: 기타 계약자 안내 — [730, 1008, 835, 1025]
map-road-label: 동대구로 — [1249, 1427, 1282, 1438]
table-row: 민영주택 2024-000727 01 084.9688A 84A 84.9688 33.9669 118.9357 69.1885 188.1242 12.5778 34 3 3 6 3 1 16 18 1 — [21, 689, 668, 701]
section-apply-method: 5 청약 신청방법 ■ 청약신청 방법 및 절차(PC·모바일) - 경로 : 청약홈 접속 → 인증서 로그인 → 청약신청 → APT → 신청유형 및 주택형 선택 → 청약자격 등 입력 → 인증서를 통한 전자서명 → 청약신청 완료 - 청약신청 시간 : 09:00~17:30 * 17:30까지 청약신청 완료해야 하며, 청약 신청 진행 중 17:30이 경과하면 청약신청이 되지 않으므로 유의하시기 바랍니다. ■ 청약신청 취소 방법 및 절차(PC·모바일) - 경로 : 청약홈 접속 → 인증서 로그인 → 청약신청 → APT → 청약취소 → 취소하고자 하는 신청내역 선택 → 인증서를 통한 전자서명 → 청약신청 취소 완료 - 청약신청 취소 가능시간 : 청약신청일 당일 09:00~17:30 * 청약신청일 당일 17:30까지 청약신청 취소 완료해야 하며, 청약신청일 당일 17:30 이후에는 어떠한 경우라도 청약신청 취소가 불가하오니 유의하시기 바랍니다. ■ 청약신청 방법 및 절차(현장접수, 정보취약계층에 한함) - 현장접수 시 청약자격에 대한 확인 절차(검증없이) 청약신청자가 기재한 사항만으로 접수를 받으므로 관련 증빙서류 등을 통해 청약내용을 정확하게 확인한 후 접수하시기 바랍니다. - 특별공급 : 특별공급 청약신청일 당일 10:00~14:00 사업주체 견본주택 방문을 통하여 신청 가능합니다. - 일반공급 : 일반공급 청약신청일 당일 09:00~16:00 청약통장 가입은행 창구 방문을 통하여 신청 가능합니다. * 단, 은행 영업점별 업무 시간이 상이할 수 있으므로 반드시 사전에 확인하신 후 방문하시기 바랍니다. ■ 청약홈에서는 청약자의 편리를 위하여 아래의 서비스를 제공하고 있습니다. 마이데이터 ('청약도움e') 서비스 - 청약신청 단계에서 본인정보 제3자 제공 요구 시, 주민등록표등·초본 등 행정정보를 수신하여 세대주 여부 및 해당지역 거주기간 등 청약신청 자격요건을 확인하여 드리는 서비스입니다. - 서비스 이용은 선택사항이며, 통신망 연결이 원활하지 않은 경우 및 연계 기관(정보 보유기관)의 상황 등에 따라 서비스 제공되지 않을 수 있습니다. - 이용방법 : 청약신청 → APT → 청약홈 마이데이터('청약도움e') 서비스 팝업 → 본인정보 제3자 제공 요구 공공단지 청약연습 - 공고일 다음날부터 일반공급 청약신청 전날까지 세대원을 등록하고, 해당 세대원(성년자에 한함)의 개인정보 동의가 완료되면 실제 청약하고자 하는 모집공고에 대한 신청자 및 세대원의 청약자격(주택소유 및 각종 청약제한사항)을 미리 알아볼 수 있어, 부적격자 발생을 최소화하도록 지원합니다. - 세대원 등록방법 : 청약자격확인 → 세대구성원 등록/조회 및 세대구성원 동의 - 이용방법 : 공고단지 청약연습 → 공고단지 청약연습 신청(단, 세대구성원 등록 생략 시 신청자 본인에 대해서만 청약자격 검증) — [690, 454, 1340, 735]
deposit-table-general: [ 청약예금의 예치금액 ] 구 분 특별시 및 부산광역시 그 밖의 광역시 (대구광역시) 특별시 및 광역시를 제외한 지역 (경상북도) 전용면적 85㎡ 이하 300만원 250만원 200만원 전용면적 102㎡ 이하 600만원 400만원 300만원 전용면적 135㎡ 이하 1,000만원 700만원 400만원 모든면적 1,500만원 1,000만원 500만원 — [741, 334, 1337, 421]
section-title: 공급대상 및 공급금액 — [60, 532, 192, 549]
qr-code-icon[interactable] — [1301, 15, 1347, 61]
guarantee-table: 보증서 번호 보증금액 보증기간 제 01282024-104-0002600 호 78,296,400,000원 입주자모집공고승인일로부터 건물소유권보존등기일 (사용검사 또는 해당 사업장의 공동주택 전부에 대한 동별 사용검사 포함)까지 — [690, 1047, 1340, 1077]
document-table: 구분 당첨자 자격확인서류 제출일정 서류제출장소 비고 특별공급 및 일반공급 당첨자 2025.01.12.(일) ~ 2025.01.14.(화) 범어자이르네 견본주택 (대구광역시 수성구 동대구로 333) 서류 제출 시간 및 방법은 별도안내 예정 ※ 배우자 분리세대의 경우 배우자 서류 반드시 지참 — [690, 808, 1340, 849]
supervision-table: 구분 건축감리 전기감리 소방감리 정보통신감리 상 호 씨엠파트너스건축사사무소 서한전설판트 주식회사 금 액 1,719,300,000 1,274,900,000 — [690, 1106, 1340, 1150]
special-supply-table: 구분 내용 공급기준 ■ 「주택공급에 관한 규칙」 제55조에 따라 특별공급은 무주택세대구성원에 한 차례에 한정하여 1세대 1주택 기준으로 공급합니다. 「주택공급에 관한 규칙」 제36조제1호 및 제60조의2에 해당하는 경우는 특별공급 횟수 제한 예외) ※ 2024.03.25. 시행된 「주택공급에 관한 규칙」 제55조의2에 따라 신혼부부 및 생애최초 특별공급 신청 시 배우자의 혼인 전 특별공급 당첨이력은 배제합니다. ※ 특별공급은 무주택세대구성원에게 1세대 1주택 기준으로 공급하므로 1세대 2인 이상이 청약하여 한 명이라도 당첨될 경우 중복청약으로 모두 부적격 처리됩니다. 다만, 2024.03.25. 시행된 「주택공급에 관한 규칙」 제55조의2에 따라 부부는 당첨자발표일이 같은 주택에 대해 중복청약할 수 있으며, 중복당첨 시 다음과 같이 처리됩니다. 구분 처리방법 당첨자발표일이 다른 주택 당첨자발표일이 빠른 당첨건은 유효하며, 당첨자발표일이 늦은 당첨건은 부적격 처리 당첨자발표일이 같은 주택 부부가 중복당첨된 경우 접수일시가 빠른 당첨건은 유효하며, 접수일시가 늦은 당첨건은 무효 처리 ※ 분 단위 접수일시가 동일한 경우, 연령(연월일 계산)이 많은 청약신청자의 당첨건이 유효 부부 외 세대원이 중복청약한 경우 당첨월 경우 부적격 처리 ■ 최초 입주자모집공고일 현재 무주택요건, 청약통장 자격요건 및 해당 특별공급별 신청자격을 갖추어야 합니다. ■ 특별공급 당첨자로서 동·호수를 배정받고 공급계약을 체결하지 않은 경우에도 당첨자로 보며(1회 특별공급 간주), 구비서류 미비 시 계약체결 후라도 계약이 취소될 수 있습니다. 무주택요건 ■ 최초 입주자모집공고일 현재 특별공급 유형별로 무주택세대구성원 또는 무주택세대주 요건을 갖추어야 합니다.(무주택세대구성원 정의는 p.2 참조) - 기관추천 / 다자녀가구 / 신혼부부 / 생애최초 특별공급 : 무주택세대구성원 요건 - 노부모부양 특별공급 : 무주택세대주 요건 청약통장 자격요건 ■ 최초 입주자모집공고일 현재 특별공급 유형별로 신청자의 청약통장 자격요건을 갖추어야 합니다. - 기관추천(국가유공자, 장애인, 철거주택 소유자 등) 및 국가유공자 등 특별공급 : 청약통장 불필요 / 다자녀가구 / 신혼부부 특별공급 ① 청약예금 : 해당 주택에 신청가능한 청약예금에 가입하여 6개월이 경과하고, 지역별·면적별 예치금액 이상인 분 ② 청약부금 : 청약부금에 가입하여 6개월이 경과하고, 매월 약정납입일에 납부한 월납입인정금액이 예치금액 이상인 분 (전용면적 85㎡ 이하 주택형에 한함) ③ 주택청약종합저축 : 주택청약종합저축에 가입하여 6개월이 경과하고, 지역별·면적별 예치금액 이상인 분 - 노부모부양 / 생애최초 특별공급 ① 청약예금 : 해당 주택에 신청가능한 청약예금에 가입하여 6개월이 경과하고, 지역별·면적별 예치금액 이상인 1순위자 ② 청약부금 : 청약부금에 가입하여 6개월이 경과하고, 매월 약정납입일에 납부한 월납입인정금액이 예치금액 이상인 1순위자 (전용면적 85㎡ 이하 주택형에 한함) ③ 주택청약종합저축 : 주택청약종합저축에 가입하여 6개월이 경과하고, 지역별·면적별 예치금액 이상인 1순위자 — [20, 1185, 668, 1477]
table-row: 5~6층 2 298,071,200 755,928,800 - 1,054,000,000 10,000,000 10,000,000 95,400,000 105,400,000 105,400,000 105,400,000 105,400,000 105,400,000 105,400,000 316,200,000 — [21, 845, 668, 861]
cheongyak-home-logo: 청약Home — [1179, 9, 1227, 61]
table-total-row: 합계 103 9 9 18 9 3 48 55 3 — [21, 739, 668, 751]
